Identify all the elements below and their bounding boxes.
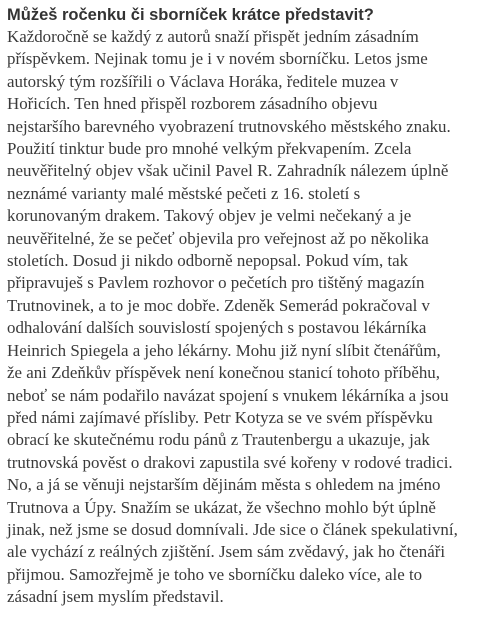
answer-line: odhalování dalších souvislostí spojených s postavou lékárníka [7, 318, 427, 338]
answer-line: před námi zajímavé přísliby. Petr Kotyza se ve svém příspěvku [7, 407, 433, 427]
answer-line: připravuješ s Pavlem rozhovor o pečetích pro tištěný magazín [7, 273, 425, 293]
answer-line: Heinrich Spiegela a jeho lékárny. Mohu již nyní slíbit čtenářům, [7, 340, 441, 360]
answer-line: Každoročně se každý z autorů snaží přispět jedním zásadním [7, 27, 419, 46]
answer-line: obrací ke skutečnému rodu pánů z Trautenbergu a ukazuje, jak [7, 430, 430, 450]
answer-line: Použití tinktur bude pro mnohé velkým překvapením. Zcela [7, 139, 412, 159]
answer-line: neuvěřitelné, že se pečeť objevila pro veřejnost až po několika [7, 228, 429, 248]
answer-line: neboť se nám podařilo navázat spojení s vnukem lékárníka a jsou [7, 385, 449, 405]
answer-line: neznámé varianty malé městské pečeti z 16. století s [7, 183, 361, 203]
answer-line: Trutnovinek, a to je moc dobře. Zdeněk Semerád pokračoval v [7, 295, 430, 315]
answer-line: ale vychází z reálných zjištění. Jsem sám zvědavý, jak ho čtenáři [7, 542, 446, 562]
interview-answer [7, 26, 493, 609]
answer-line: nejstaršího barevného vyobrazení trutnovského městského znaku. [7, 116, 451, 136]
answer-line: přijmou. Samozřejmě je toho ve sborníčku daleko více, ale to [7, 564, 423, 584]
answer-line: trutnovská pověst o drakovi zapustila své kořeny v rodové tradici. [7, 452, 453, 472]
answer-line: Trutnova a Úpy. Snažím se ukázat, že všechno mohlo být úplně [7, 497, 436, 517]
answer-line: Hořicích. Ten hned přispěl rozborem zásadního objevu [7, 94, 378, 114]
answer-line: že ani Zdeňkův příspěvek není konečnou stanicí tohoto příběhu, [7, 363, 440, 383]
answer-line: zásadní jsem myslím představil. [7, 587, 224, 607]
answer-line: No, a já se věnuji nejstarším dějinám města s ohledem na jméno [7, 475, 441, 495]
answer-line: stoletích. Dosud ji nikdo odborně nepopsal. Pokud vím, tak [7, 251, 409, 271]
answer-line: jinak, než jsme se dosud domnívali. Jde sice o článek spekulativní, [7, 519, 458, 539]
interview-question: Můžeš ročenku či sborníček krátce představit? [7, 6, 374, 24]
answer-line: neuvěřitelný objev však učinil Pavel R. Zahradník nálezem úplně [7, 161, 449, 181]
answer-line: autorský tým rozšířili o Václava Horáka, ředitele muzea v [7, 71, 399, 91]
answer-line: korunovaným drakem. Takový objev je velmi nečekaný a je [7, 206, 412, 226]
answer-line: příspěvkem. Nejinak tomu je i v novém sborníčku. Letos jsme [7, 49, 428, 69]
